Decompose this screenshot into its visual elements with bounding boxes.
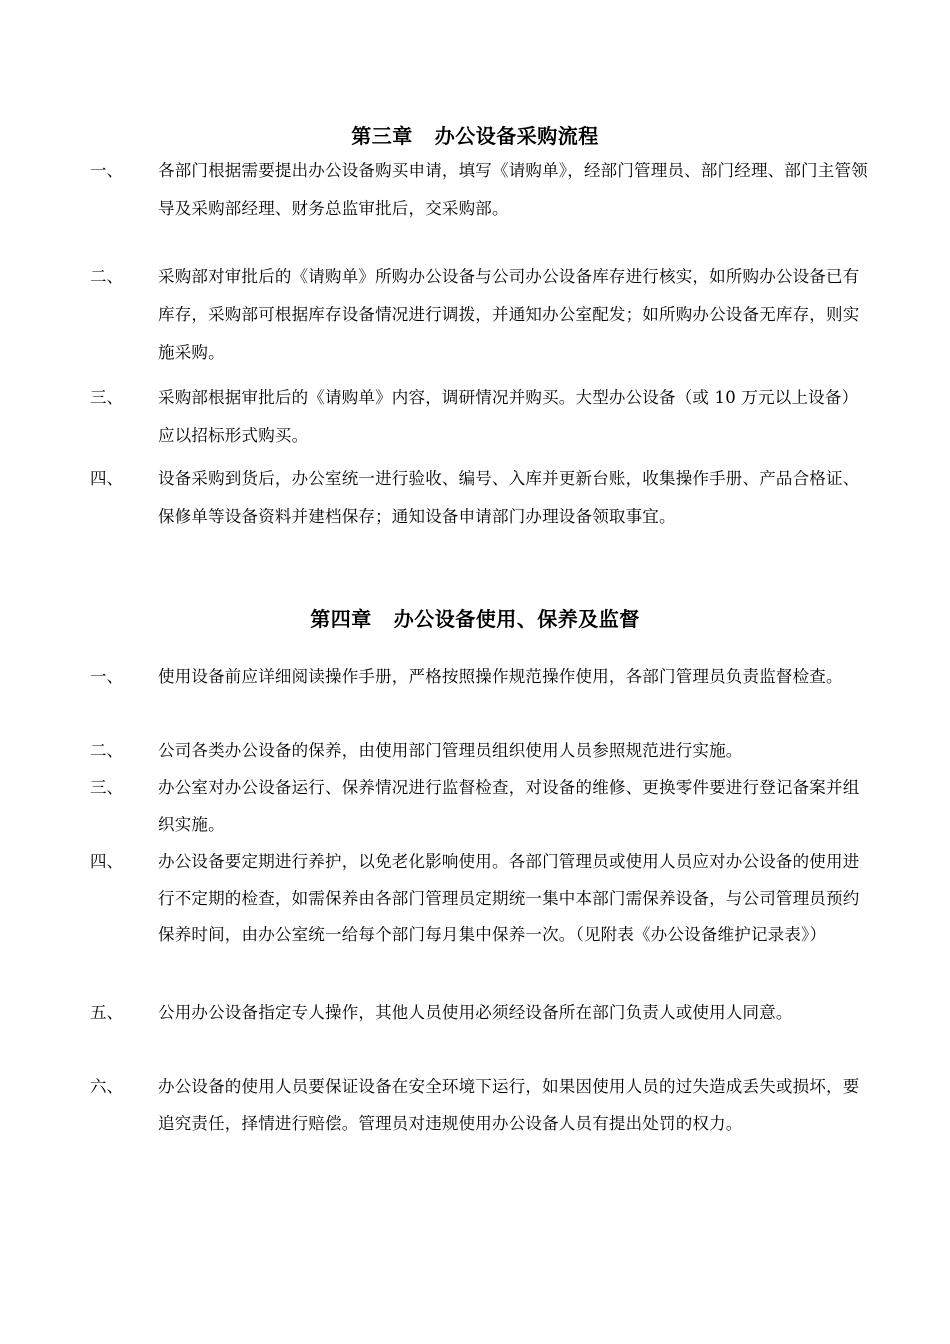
chapter-4-heading: 办公设备使用、保养及监督 (393, 607, 640, 631)
item-text: 办公设备要定期进行养护，以免老化影响使用。各部门管理员或使用人员应对办公设备的使用进行不定期的检查，如需保养由各部门管理员定期统一集中本部门需保养设备，与公司管理员预约保养时间，由办公室统一给每个部门每月集中保养一次。（见附表《办公设备维护记录表》） (158, 852, 860, 944)
chapter-3-heading: 办公设备采购流程 (434, 124, 599, 148)
item-text: 办公室对办公设备运行、保养情况进行监督检查，对设备的维修、更换零件要进行登记备案并组织实施。 (158, 778, 860, 834)
item-number: 四、 (90, 852, 123, 871)
chapter-4-item-1 (90, 659, 870, 696)
chapter-4-number: 第四章 (310, 607, 372, 631)
item-number: 三、 (90, 778, 123, 797)
item-text: 设备采购到货后，办公室统一进行验收、编号、入库并更新台账，收集操作手册、产品合格证、保修单等设备资料并建档保存；通知设备申请部门办理设备领取事宜。 (158, 469, 860, 526)
item-text: 公司各类办公设备的保养，由使用部门管理员组织使用人员参照规范进行实施。 (158, 741, 743, 760)
chapter-4-item-3 (90, 770, 870, 843)
item-number: 四、 (90, 469, 123, 488)
item-number: 三、 (90, 388, 123, 407)
chapter-4-item-6 (90, 1069, 870, 1142)
chapter-3-item-3 (90, 379, 870, 455)
item-text: 采购部根据审批后的《请购单》内容，调研情况并购买。大型办公设备（或 10 万元以上设备）应以招标形式购买。 (158, 388, 859, 445)
item-number: 五、 (90, 1003, 123, 1022)
item-text: 采购部对审批后的《请购单》所购办公设备与公司办公设备库存进行核实，如所购办公设备已有库存，采购部可根据库存设备情况进行调拨，并通知办公室配发；如所购办公设备无库存，则实施采购。 (158, 267, 860, 362)
chapter-3-item-4 (90, 460, 870, 536)
item-text: 办公设备的使用人员要保证设备在安全环境下运行，如果因使用人员的过失造成丢失或损坏，要追究责任，择情进行赔偿。管理员对违规使用办公设备人员有提出处罚的权力。 (158, 1077, 860, 1133)
chapter-4-item-5 (90, 995, 870, 1032)
item-number: 二、 (90, 741, 123, 760)
chapter-3-number: 第三章 (351, 124, 413, 148)
chapter-3-title (0, 122, 950, 150)
item-number: 六、 (90, 1077, 123, 1096)
chapter-4-title (0, 605, 950, 633)
item-text: 使用设备前应详细阅读操作手册，严格按照操作规范操作使用，各部门管理员负责监督检查。 (158, 667, 843, 686)
item-number: 一、 (90, 161, 123, 180)
item-number: 二、 (90, 267, 123, 286)
chapter-3-item-1 (90, 152, 870, 228)
item-text: 各部门根据需要提出办公设备购买申请，填写《请购单》，经部门管理员、部门经理、部门主管领导及采购部经理、财务总监审批后，交采购部。 (158, 161, 868, 218)
item-text: 公用办公设备指定专人操作，其他人员使用必须经设备所在部门负责人或使用人同意。 (158, 1003, 793, 1022)
chapter-4-item-4 (90, 844, 870, 954)
chapter-4-item-2 (90, 733, 870, 770)
item-number: 一、 (90, 667, 123, 686)
chapter-3-item-2 (90, 258, 870, 372)
